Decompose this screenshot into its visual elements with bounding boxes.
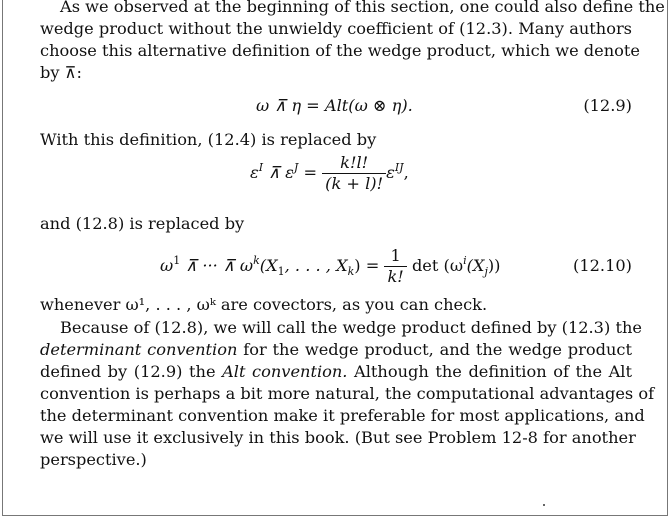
- eq-equals: =: [298, 163, 323, 182]
- scan-speck: [543, 504, 545, 506]
- eq10-wedges: ⊼ ··· ⊼ ω: [180, 256, 254, 275]
- para2: With this definition, (12.4) is replaced by: [40, 130, 377, 149]
- para3: and (12.8) is replaced by: [40, 214, 245, 233]
- eq10-args-mid: , . . . , X: [284, 256, 348, 275]
- eq10-args-close: ) =: [354, 256, 385, 275]
- eq10-sub-j: j: [484, 265, 488, 278]
- para5-line5: the determinant convention make it preferable for most applications, and: [40, 406, 645, 425]
- eq10-sub-1: 1: [277, 265, 285, 278]
- eq-lhs-epsilon: ε: [250, 163, 259, 182]
- equation-number-12-9: (12.9): [583, 96, 632, 115]
- para1-line3: choose this alternative definition of the wedge product, which we denote: [40, 41, 640, 60]
- equation-12-9: ω ⊼ η = Alt(ω ⊗ η).: [256, 96, 413, 115]
- para5-line7: perspective.): [40, 450, 147, 469]
- eq-comma: ,: [403, 163, 409, 182]
- eq10-close: )): [487, 256, 501, 275]
- eq-wedge-epsilon: ⊼ ε: [263, 163, 294, 182]
- eq10-args-open: (X: [259, 256, 278, 275]
- para1-line4: by ⊼:: [40, 63, 82, 82]
- para1-line2: wedge product without the unwieldy coefficient of (12.3). Many authors: [40, 19, 632, 38]
- eq10-fraction: [384, 246, 406, 287]
- eq10-sub-k: k: [347, 265, 355, 278]
- eq-lhs-sup-j: J: [293, 161, 299, 174]
- eq-fraction-numerator: k!l!: [322, 153, 386, 174]
- eq10-det: det (ω: [406, 256, 464, 275]
- eq10-fraction-denominator: k!: [387, 267, 404, 286]
- eq-rhs-epsilon: ε: [386, 163, 395, 182]
- para1-line1: As we observed at the beginning of this section, one could also define the: [60, 0, 665, 16]
- eq-lhs-sup-i: I: [258, 161, 264, 174]
- para5-line4: convention is perhaps a bit more natural, the computational advantages of: [40, 384, 655, 403]
- eq-fraction: [322, 153, 386, 194]
- eq10-sup-i: i: [463, 254, 467, 267]
- equation-number-12-10: (12.10): [573, 256, 632, 275]
- eq-fraction-denominator: (k + l)!: [325, 174, 384, 193]
- para5-line3: defined by (12.9) the Alt convention. Although the definition of the Alt: [40, 362, 632, 381]
- equation-12-10: [160, 244, 501, 288]
- eq10-omega-1: ω: [160, 256, 174, 275]
- eq10-sup-k: k: [253, 254, 260, 267]
- eq10-fraction-numerator: 1: [384, 246, 406, 267]
- eq10-sup-1: 1: [173, 254, 181, 267]
- para5-line1: Because of (12.8), we will call the wedge product defined by (12.3) the: [60, 318, 642, 337]
- emph-determinant-convention: determinant convention: [40, 340, 238, 359]
- eq10-x: (X: [466, 256, 485, 275]
- eq-rhs-sup-ij: IJ: [394, 161, 404, 174]
- emph-alt-convention: Alt convention.: [222, 362, 348, 381]
- para4: whenever ω¹, . . . , ωᵏ are covectors, as you can check.: [40, 295, 488, 314]
- para5-line6: we will use it exclusively in this book. (But see Problem 12-8 for another: [40, 428, 636, 447]
- equation-elementary-wedge: [250, 152, 409, 194]
- para5-line2: determinant convention for the wedge product, and the wedge product: [40, 340, 632, 359]
